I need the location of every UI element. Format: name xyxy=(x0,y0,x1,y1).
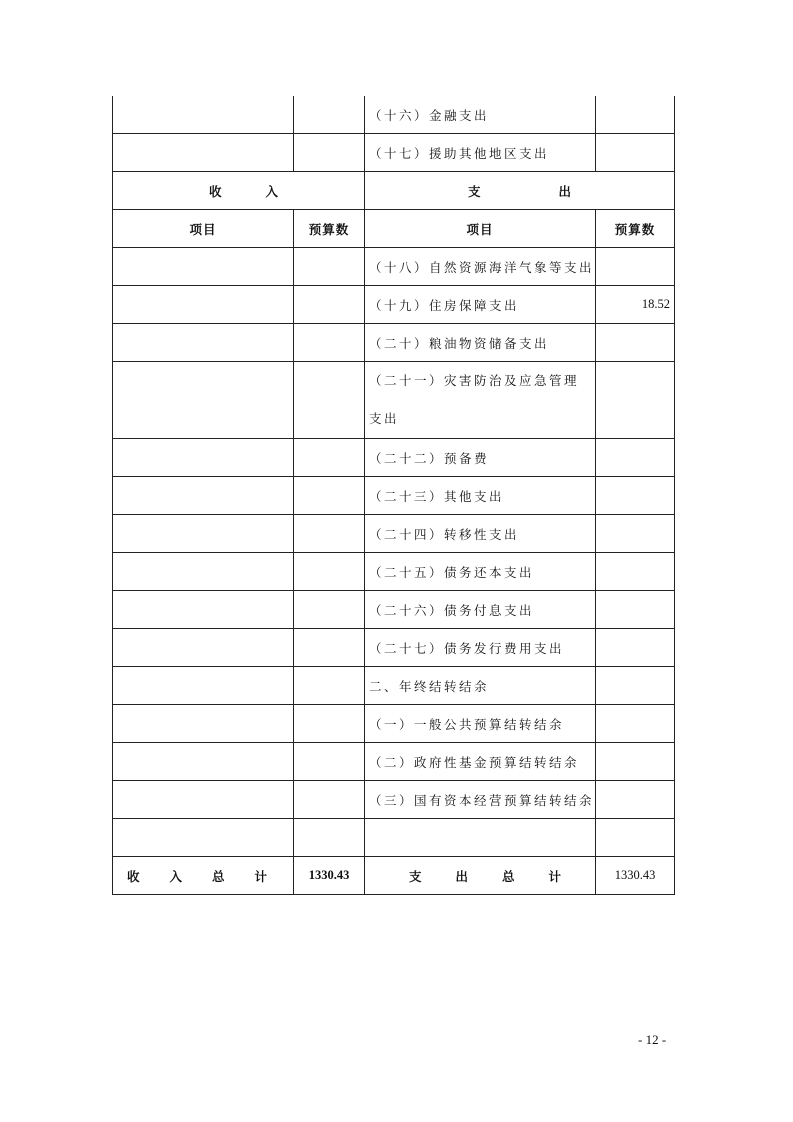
income-item-cell xyxy=(113,439,294,477)
income-total-char: 入 xyxy=(169,868,182,884)
expense-section-header xyxy=(365,172,675,210)
expense-budget-cell xyxy=(596,134,675,172)
table-row xyxy=(113,591,675,629)
expense-item-header: 项目 xyxy=(365,210,596,248)
expense-header-char: 支 xyxy=(467,183,481,199)
expense-item-cell: （十七）援助其他地区支出 xyxy=(365,134,596,172)
income-budget-cell xyxy=(294,439,365,477)
expense-budget-cell xyxy=(596,743,675,781)
table-row xyxy=(113,439,675,477)
income-item-cell xyxy=(113,705,294,743)
expense-budget-cell xyxy=(596,553,675,591)
income-item-header: 项目 xyxy=(113,210,294,248)
expense-budget-cell xyxy=(596,667,675,705)
expense-item-cell: （二十六）债务付息支出 xyxy=(365,591,596,629)
table-row xyxy=(113,286,675,324)
expense-item-cell: （十六）金融支出 xyxy=(365,96,596,134)
expense-total-char: 支 xyxy=(409,868,422,884)
expense-total-label xyxy=(365,857,596,895)
expense-budget-cell xyxy=(596,477,675,515)
income-budget-cell xyxy=(294,553,365,591)
table-row xyxy=(113,705,675,743)
income-total-label xyxy=(113,857,294,895)
expense-budget-cell: 18.52 xyxy=(596,286,675,324)
expense-header-char: 出 xyxy=(558,183,571,199)
income-budget-cell xyxy=(294,743,365,781)
income-budget-cell xyxy=(294,96,365,134)
section-header-row xyxy=(113,172,675,210)
expense-item-cell: （二十七）债务发行费用支出 xyxy=(365,629,596,667)
income-budget-cell xyxy=(294,515,365,553)
income-item-cell xyxy=(113,667,294,705)
income-item-cell xyxy=(113,477,294,515)
page-number: - 12 - xyxy=(638,1032,667,1047)
income-header-char: 收 xyxy=(208,183,222,199)
expense-total-char: 出 xyxy=(455,868,468,884)
table-row xyxy=(113,743,675,781)
table-row xyxy=(113,248,675,286)
expense-item-cell: （二十二）预备费 xyxy=(365,439,596,477)
expense-budget-cell xyxy=(596,629,675,667)
expense-item-cell: （三）国有资本经营预算结转结余 xyxy=(365,781,596,819)
expense-budget-cell xyxy=(596,324,675,362)
income-total-char: 收 xyxy=(127,868,140,884)
expense-item-cell: （一）一般公共预算结转结余 xyxy=(365,705,596,743)
income-budget-cell xyxy=(294,477,365,515)
table-row xyxy=(113,362,675,439)
income-item-cell xyxy=(113,629,294,667)
expense-total-char: 总 xyxy=(501,868,515,884)
table-row xyxy=(113,819,675,857)
income-budget-cell xyxy=(294,286,365,324)
expense-item-cell: （二十四）转移性支出 xyxy=(365,515,596,553)
expense-item-cell: （十九）住房保障支出 xyxy=(365,286,596,324)
expense-item-cell: （二十三）其他支出 xyxy=(365,477,596,515)
table-row xyxy=(113,515,675,553)
expense-item-cell: （二十五）债务还本支出 xyxy=(365,553,596,591)
income-item-cell xyxy=(113,819,294,857)
income-item-cell xyxy=(113,324,294,362)
income-item-cell xyxy=(113,362,294,439)
expense-budget-cell xyxy=(596,248,675,286)
income-item-cell xyxy=(113,134,294,172)
income-budget-header: 预算数 xyxy=(294,210,365,248)
income-budget-cell xyxy=(294,667,365,705)
table-row xyxy=(113,629,675,667)
income-budget-cell xyxy=(294,248,365,286)
income-section-header xyxy=(113,172,365,210)
income-budget-cell xyxy=(294,819,365,857)
income-item-cell xyxy=(113,96,294,134)
expense-budget-cell xyxy=(596,362,675,439)
income-item-cell xyxy=(113,286,294,324)
expense-budget-cell xyxy=(596,705,675,743)
expense-budget-cell xyxy=(596,781,675,819)
table-row xyxy=(113,781,675,819)
table-row xyxy=(113,134,675,172)
income-budget-cell xyxy=(294,591,365,629)
expense-item-cell: （二十一）灾害防治及应急管理支出 xyxy=(365,362,596,439)
table-row xyxy=(113,477,675,515)
income-budget-cell xyxy=(294,134,365,172)
expense-budget-cell xyxy=(596,819,675,857)
income-total-value: 1330.43 xyxy=(294,857,365,895)
table-row xyxy=(113,324,675,362)
income-item-cell xyxy=(113,743,294,781)
expense-item-cell xyxy=(365,819,596,857)
expense-item-cell: （二十）粮油物资储备支出 xyxy=(365,324,596,362)
expense-item-cell: 二、年终结转结余 xyxy=(365,667,596,705)
column-header-row xyxy=(113,210,675,248)
budget-table xyxy=(112,96,675,895)
expense-budget-cell xyxy=(596,591,675,629)
income-item-cell xyxy=(113,248,294,286)
table-row xyxy=(113,96,675,134)
income-header-char: 入 xyxy=(265,183,278,199)
income-budget-cell xyxy=(294,781,365,819)
income-total-char: 总 xyxy=(211,868,225,884)
table-row xyxy=(113,553,675,591)
expense-total-value: 1330.43 xyxy=(596,857,675,895)
income-item-cell xyxy=(113,781,294,819)
expense-budget-cell xyxy=(596,515,675,553)
expense-item-cell: （十八）自然资源海洋气象等支出 xyxy=(365,248,596,286)
income-item-cell xyxy=(113,515,294,553)
totals-row xyxy=(113,857,675,895)
expense-budget-cell xyxy=(596,439,675,477)
income-item-cell xyxy=(113,553,294,591)
expense-budget-header: 预算数 xyxy=(596,210,675,248)
income-total-char: 计 xyxy=(254,868,267,884)
income-budget-cell xyxy=(294,324,365,362)
expense-item-cell: （二）政府性基金预算结转结余 xyxy=(365,743,596,781)
income-budget-cell xyxy=(294,705,365,743)
income-item-cell xyxy=(113,591,294,629)
expense-budget-cell xyxy=(596,96,675,134)
income-budget-cell xyxy=(294,362,365,439)
income-budget-cell xyxy=(294,629,365,667)
expense-total-char: 计 xyxy=(548,868,561,884)
table-row xyxy=(113,667,675,705)
